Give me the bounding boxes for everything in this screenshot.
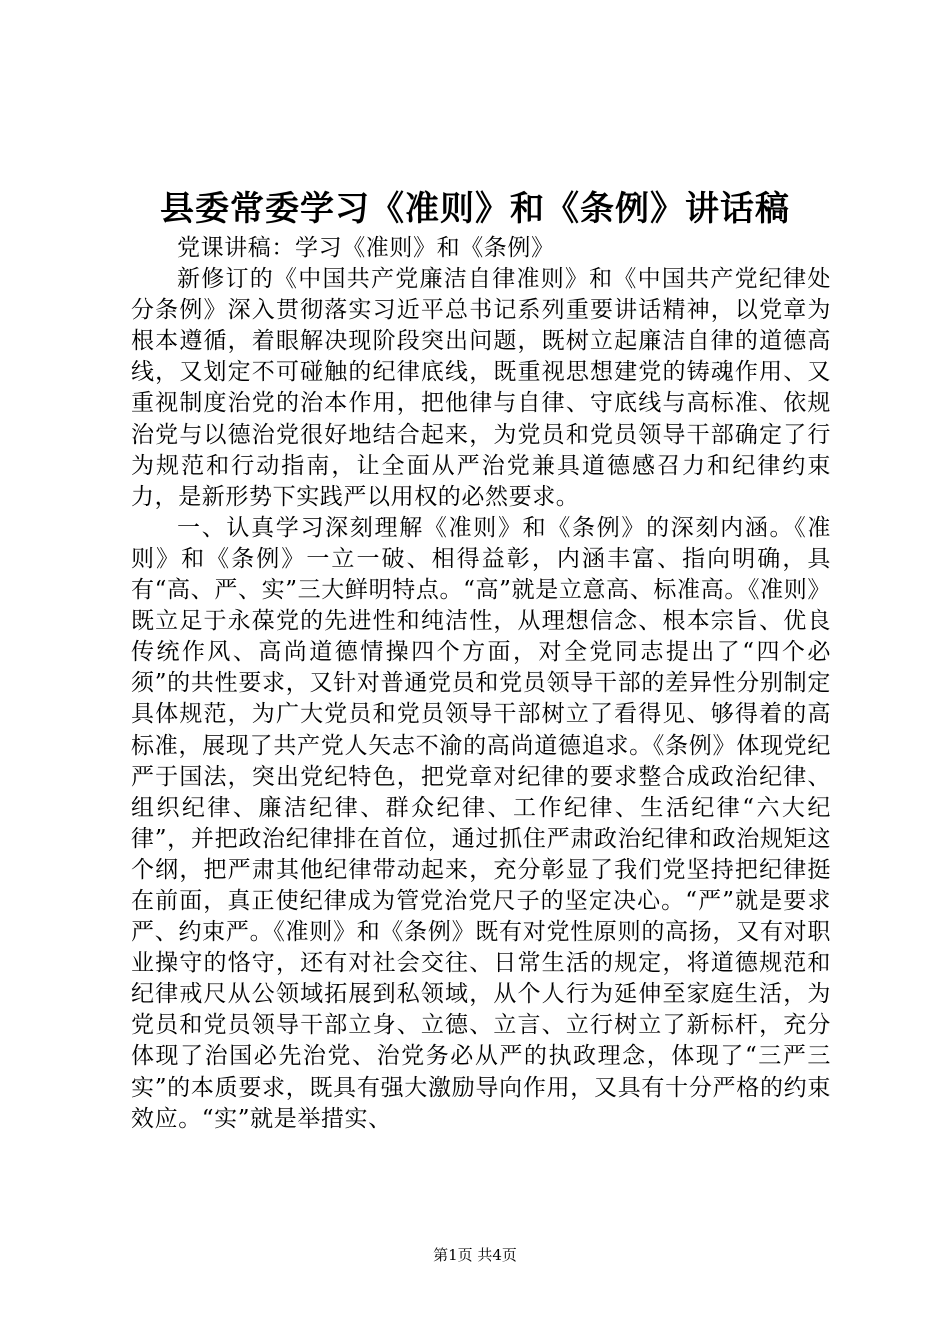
page-footer: 第1页 共4页 — [433, 1246, 517, 1264]
subtitle-line: 党课讲稿：学习《准则》和《条例》 — [177, 235, 555, 261]
paragraph: 新修订的《中国共产党廉洁自律准则》和《中国共产党纪律处分条例》深入贯彻落实习近平总书记系列重要讲话精神，以党章为根本遵循，着眼解决现阶段突出问题，既树立起廉洁自律的道德高线，又划定不可碰触的纪律底线，既重视思想建党的铸魂作用、又重视制度治党的治本作用，把他律与自律、守底线与高标准、依规治党与以德治党很好地结合起来，为党员和党员领导干部确定了行为规范和行动指南，让全面从严治党兼具道德感召力和纪律约束力，是新形势下实践严以用权的必然要求。 — [131, 266, 831, 510]
paragraph: 一、认真学习深刻理解《准则》和《条例》的深刻内涵。《准则》和《条例》一立一破、相得益彰，内涵丰富、指向明确，具有“高、严、实”三大鲜明特点。“高”就是立意高、标准高。《准则》既立足于永葆党的先进性和纯洁性，从理想信念、根本宗旨、优良传统作风、高尚道德情操四个方面，对全党同志提出了“四个必须”的共性要求，又针对普通党员和党员领导干部的差异性分别制定具体规范，为广大党员和党员领导干部树立了看得见、够得着的高标准，展现了共产党人矢志不渝的高尚道德追求。《条例》体现党纪严于国法，突出党纪特色，把党章对纪律的要求整合成政治纪律、组织纪律、廉洁纪律、群众纪律、工作纪律、生活纪律“六大纪律”，并把政治纪律排在首位，通过抓住严肃政治纪律和政治规矩这个纲，把严肃其他纪律带动起来，充分彰显了我们党坚持把纪律挺在前面，真正使纪律成为管党治党尺子的坚定决心。“严”就是要求严、约束严。《准则》和《条例》既有对党性原则的高扬，又有对职业操守的恪守，还有对社会交往、日常生活的规定，将道德规范和纪律戒尺从公领域拓展到私领域，从个人行为延伸至家庭生活，为党员和党员领导干部立身、立德、立言、立行树立了新标杆，充分体现了治国必先治党、治党务必从严的执政理念，体现了“三严三实”的本质要求，既具有强大激励导向作用，又具有十分严格的约束效应。“实”就是举措实、 — [131, 514, 831, 1132]
document-title: 县委常委学习《准则》和《条例》讲话稿 — [160, 189, 790, 229]
document-body — [131, 233, 831, 1135]
